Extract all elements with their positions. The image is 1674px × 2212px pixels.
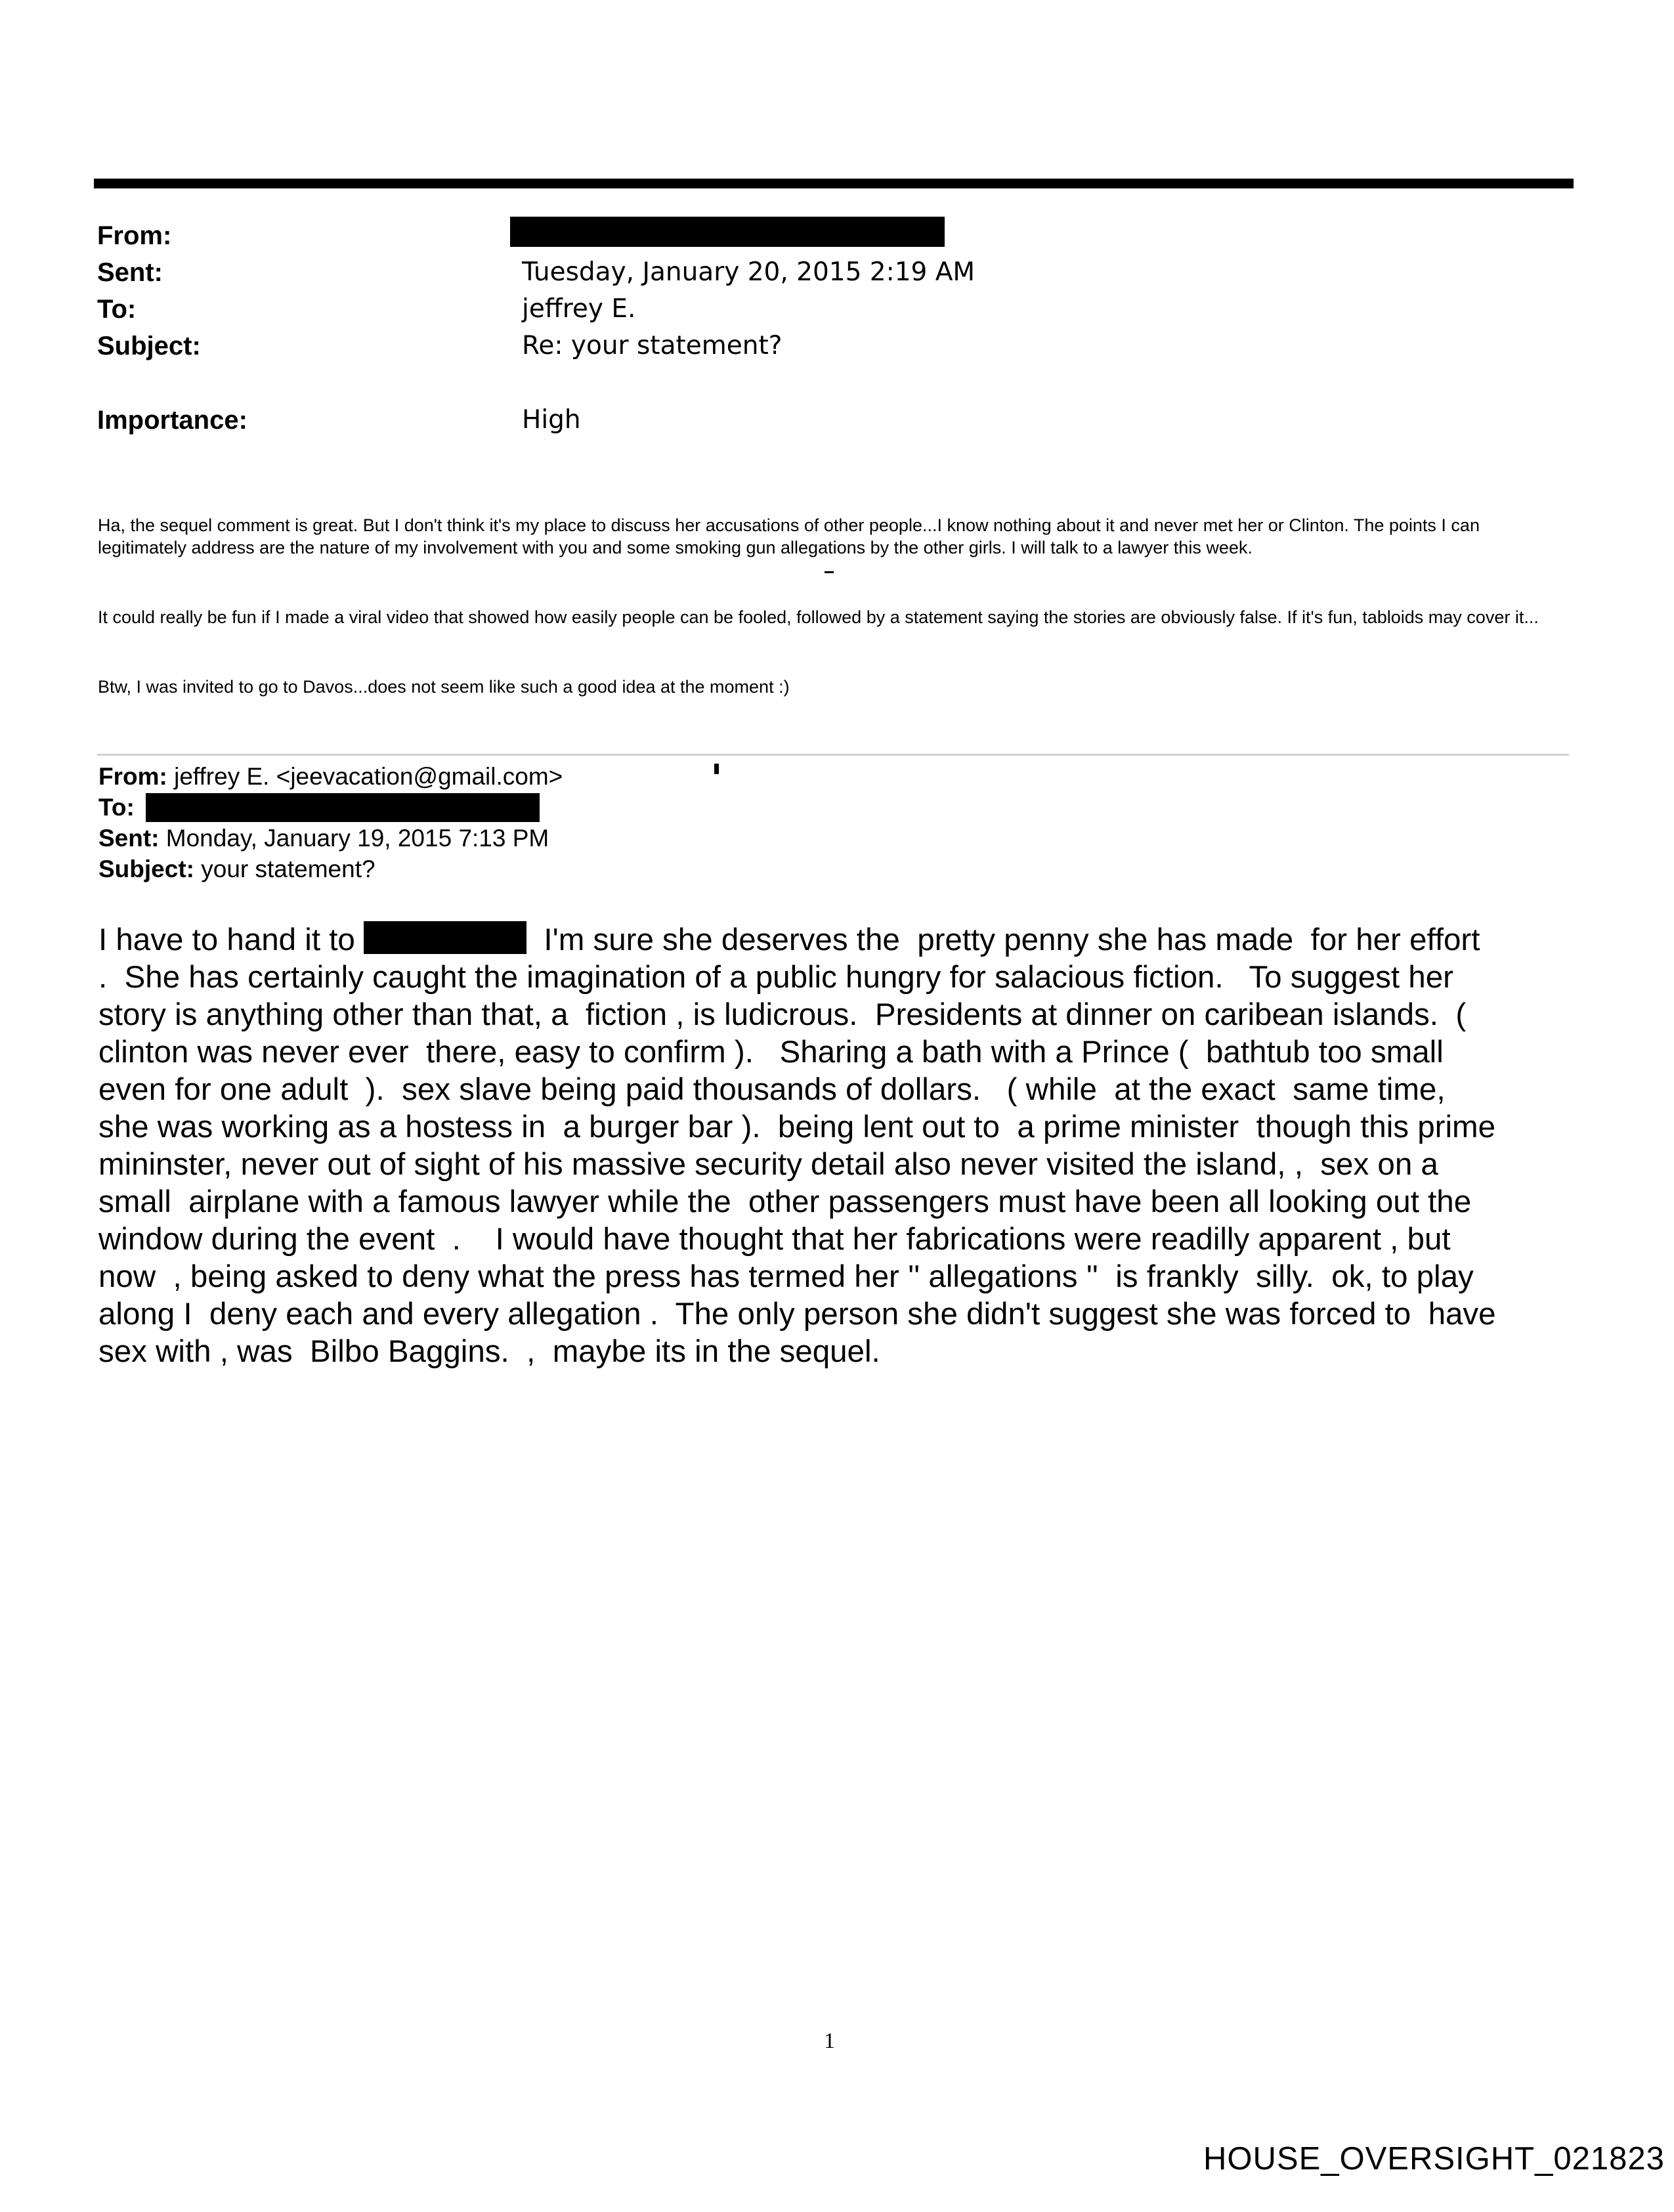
fwd-subject-value: your statement? xyxy=(201,856,376,882)
redaction-body xyxy=(364,921,526,954)
importance-value: High xyxy=(522,405,581,435)
reply-paragraph-2: It could really be fun if I made a viral video that showed how easily people can be fooled, followed by a statement saying the stories are obviously false. If it's fun, tabloids may cover it... xyxy=(98,607,1539,627)
reply-paragraph-1: Ha, the sequel comment is great. But I don't think it's my place to discuss her accusations of other people...I know nothing about it and never met her or Clinton. The points I can legitimately address are the nature of my involvement with you and some smoking gun allegations by the other girls. I will talk to a lawyer this week. xyxy=(98,515,1480,557)
fwd-subject-line xyxy=(98,854,376,884)
page-number: 1 xyxy=(824,2029,835,2053)
to-value: jeffrey E. xyxy=(522,294,636,324)
fwd-sent-line xyxy=(98,823,549,854)
message-divider xyxy=(97,754,1569,756)
stray-mark xyxy=(714,764,719,774)
fwd-from-value: jeffrey E. <jeevacation@gmail.com> xyxy=(174,763,563,790)
from-label: From: xyxy=(97,221,172,250)
subject-label: Subject: xyxy=(97,332,201,360)
bates-number: HOUSE_OVERSIGHT_021823 xyxy=(1203,2141,1665,2177)
stray-mark xyxy=(825,571,834,573)
fwd-sent-value: Monday, January 19, 2015 7:13 PM xyxy=(165,825,549,852)
redaction-to xyxy=(146,793,540,822)
to-label: To: xyxy=(97,295,137,324)
sent-label: Sent: xyxy=(97,258,163,287)
fwd-from-line xyxy=(98,761,563,792)
sent-value: Tuesday, January 20, 2015 2:19 AM xyxy=(522,257,976,287)
fwd-from-label: From: xyxy=(98,763,167,790)
reply-paragraph-3: Btw, I was invited to go to Davos...does not seem like such a good idea at the moment :) xyxy=(98,677,790,697)
fwd-to-line xyxy=(98,792,135,823)
subject-value: Re: your statement? xyxy=(522,331,783,360)
fwd-sent-label: Sent: xyxy=(98,825,160,852)
fwd-to-label: To: xyxy=(98,794,135,821)
top-rule xyxy=(94,179,1574,188)
fwd-body xyxy=(98,921,1582,1370)
fwd-body-rest: I'm sure she deserves the pretty penny she has made for her effort . She has certainly caught the imagination of a public hungry for salacious fiction. To suggest her story is anything other than that, a fiction , is ludicrous. Presidents at dinner on caribean islands. ( clinton was never ever there, easy to confirm ). Sharing a bath with a Prince ( bathtub too small even for one adult ). sex slave being paid thousands of dollars. ( while at the exact same time, she was working as a hostess in a burger bar ). being lent out to a prime minister though this prime mininster, never out of sight of his massive security detail also never visited the island, , sex on a small airplane with a famous lawyer while the other passengers must have been all looking out the window during the event . I would have thought that her fabrications were readilly apparent , but now , being asked to deny what the press has termed her '' allegations '' is frankly silly. ok, to play along I deny each and every allegation . The only person she didn't suggest she was forced to have sex with , was Bilbo Baggins. , maybe its in the sequel. xyxy=(98,922,1496,1369)
fwd-body-lead: I have to hand it to xyxy=(98,922,364,957)
redaction-from xyxy=(510,217,945,247)
importance-label: Importance: xyxy=(97,406,247,435)
fwd-subject-label: Subject: xyxy=(98,856,194,882)
